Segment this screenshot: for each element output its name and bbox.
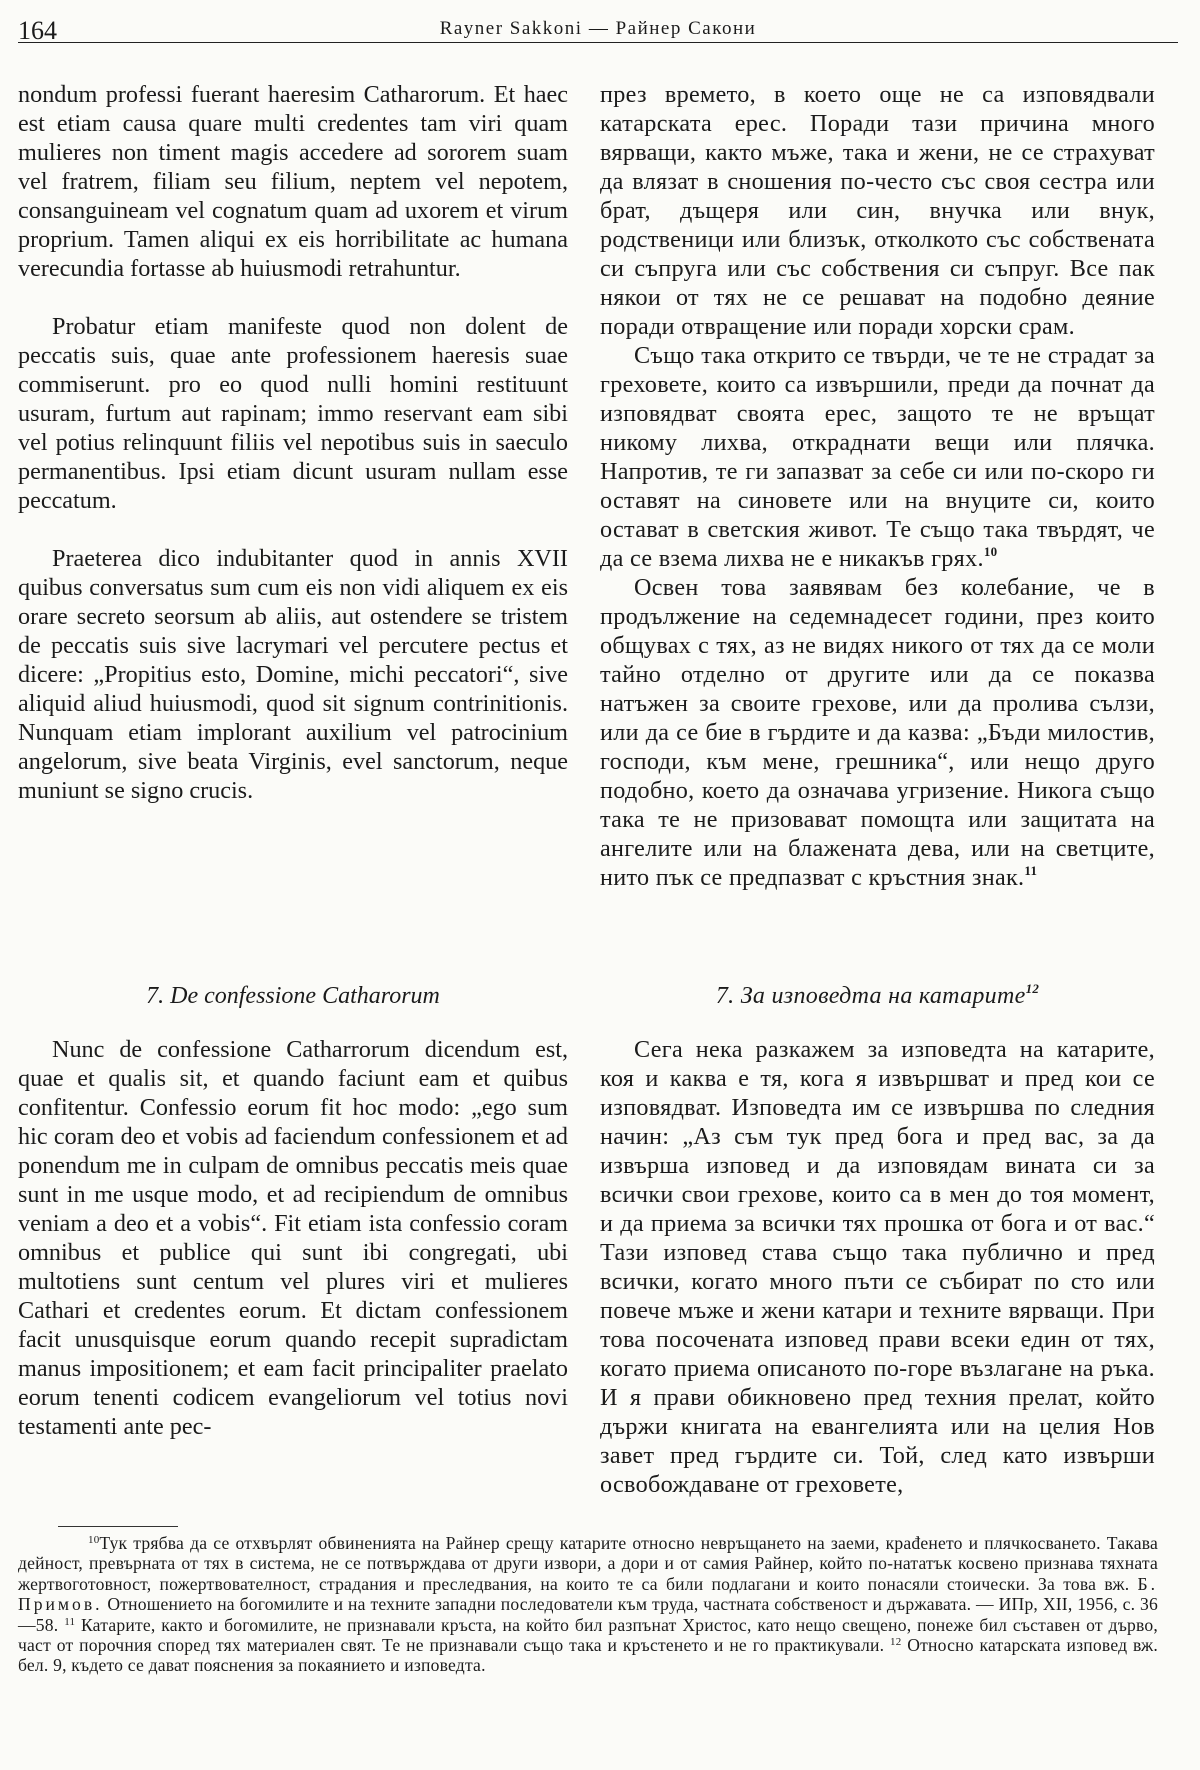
footnote-10-text-b: Отношението на богомилите и на техните западни последователи към труда, частната собственост и държавата. — ИПр, XII, 1956, с. 36—58. xyxy=(18,1594,1158,1635)
bulgarian-paragraph-1: през времето, в което още не са изповядвали катарската ерес. Поради тази причина много вярващи, както мъже, така и жени, не се страхуват да влязат в сношения по-често със своя сестра или брат, дъщеря или син, внучка или внук, родственици или близък, отколкото със собствената си съпруга или със собствения си съпруг. Все пак някои от тях не се решават на подобно деяние поради отвращение или поради хорски срам. xyxy=(600,81,1155,340)
footnote-ref-10[interactable]: 10 xyxy=(983,544,998,559)
latin-column-bottom xyxy=(18,982,568,1441)
footnote-ref-12[interactable]: 12 xyxy=(1025,981,1040,996)
footnote-12-mark: 12 xyxy=(890,1636,902,1649)
bulgarian-section-title xyxy=(600,982,1155,1011)
latin-paragraph-2: Probatur etiam manifeste quod non dolent de peccatis suis, quae ante professionem haeresis suae commiserunt. pro eo quod nulli homini restituunt usuram, furtum aut rapinam; immo reservant eam sibi vel potius relinquunt filiis vel nepotibus suis in saeculo permanentibus. Ipsi etiam dicunt usuram nullam esse peccatum. xyxy=(18,313,568,514)
latin-paragraph-4: Nunc de confessione Catharrorum dicendum est, quae et qualis sit, et quando faciunt eam et quibus confitentur. Confessio eorum fit hoc modo: „ego sum hic coram deo et vobis ad faciendum confessionem et ad ponendum me in culpam de omnibus peccatis meis quae sunt in me usque modo, et ad recipiendum de omnibus veniam a deo et a vobis“. Fit etiam ista confessio coram omnibus et publice qui sunt ibi congregati, ubi multotiens sunt centum vel plures viri et mulieres Cathari et credentes eorum. Et dictam confessionem facit unusquisque eorum quando recepit supradictam manus impositionem; et eam facit principaliter praelato eorum tenenti codicem evangeliorum vel totius novi testamenti ante pec- xyxy=(18,1036,568,1440)
latin-paragraph-1: nondum professi fuerant haeresim Catharorum. Et haec est etiam causa quare multi credentes tam viri quam mulieres non timent magis accedere ad sororem suam vel fratrem, filiam seu filium, neptem vel nepotem, consanguineam vel cognatum quam ad uxorem et virum proprium. Tamen aliqui ex eis horribilitate ac humana verecundia fortasse ab huiusmodi retrahuntur. xyxy=(18,81,568,282)
footnote-10-mark: 10 xyxy=(88,1534,100,1546)
bulgarian-column-bottom xyxy=(600,982,1155,1499)
footnotes-paragraph xyxy=(18,1533,1158,1676)
footnote-10-text-a: Тук трябва да се отхвърлят обвиненията на Райнер срещу катарите относно невръщането на заеми, крađенето и плячкосването. Такава дейност, превърната от тях в система, не се потвърждава от други извори, а дори и от самия Райнер, който по-нататък косвено признава тяхната жертвоготовност, пожертвователност, страдания и преследвания, на които те са били подлагани и които понасяли стоически. За това вж. xyxy=(18,1533,1158,1594)
bulgarian-paragraph-2-text: Също така открито се твърди, че те не страдат за греховете, които са извършили, преди да почнат да изповядват своята ерес, защото те не връщат никому лихва, откраднати вещи или плячка. Напротив, те ги запазват за себе си или по-скоро ги оставят на синовете или на внуците си, които остават в светския живот. Те също така твърдят, че да се взема лихва не е никакъв грях. xyxy=(600,342,1155,572)
bulgarian-paragraph-3 xyxy=(600,573,1155,892)
footnote-11-mark: 11 xyxy=(64,1615,76,1628)
bulgarian-paragraph-2 xyxy=(600,341,1155,573)
running-title: Rayner Sakkoni — Райнер Сакони xyxy=(439,18,757,39)
bulgarian-column-top xyxy=(600,80,1155,892)
latin-column-top xyxy=(18,80,568,805)
page-header xyxy=(18,8,1178,43)
bulgarian-paragraph-3-text: Освен това заявявам без колебание, че в продължение на седемнадесет години, през които общувах с тях, аз не видях никого от тях да се моли тайно отделно от другите или да се показва натъжен за своите грехове, или да пролива сълзи, или да се бие в гърдите и да казва: „Бъди милостив, господи, към мене, грешника“, или нещо друго подобно, което да означава угризение. Никога също така те не призовават помощта или защитата на ангелите или на блажената дева, или на светците, нито пък се предпазват с кръстния знак. xyxy=(600,574,1155,891)
footnote-11-text: Катарите, както и богомилите, не признавали кръста, на който бил разпънат Христос, като нещо свещено, понеже бил съставен от дърво, част от порочния според тях материален свят. Те не признавали също така и кръстенето и не го практикували. xyxy=(18,1614,1158,1656)
footnote-12-text: Относно катарската изповед вж. бел. 9, където се дават пояснения за покаянието и изповедта. xyxy=(18,1635,1158,1676)
bulgarian-section-title-text: 7. За изповедта на катарите xyxy=(715,983,1026,1009)
footnote-ref-11[interactable]: 11 xyxy=(1024,863,1038,878)
latin-paragraph-3: Praeterea dico indubitanter quod in annis XVII quibus conversatus sum cum eis non vidi aliquem ex eis orare secreto seorsum ab aliis, aut ostendere se tristem de peccatis suis sive lacrymari vel percutere pectus et dicere: „Propitius esto, Domine, michi peccatori“, sive aliquid aliud huiusmodi, quod sit signum contrinitionis. Nunquam etiam implorant auxilium vel patrocinium angelorum, sive beata Virginis, evel sanctorum, neque muniunt se signo crucis. xyxy=(18,545,568,804)
latin-section-title: 7. De confessione Catharorum xyxy=(146,983,440,1009)
footnote-divider xyxy=(58,1526,178,1527)
page-number: 164 xyxy=(18,16,57,45)
footnotes-block xyxy=(18,1533,1158,1676)
bulgarian-paragraph-4: Сега нека разкажем за изповедта на катарите, коя и каква е тя, кога я извършват и пред кои се изповядват. Изповедта им се извършва по следния начин: „Аз съм тук пред бога и пред вас, за да извърша изповед и да изповядам вината си за всички свои грехове, които са в мен до тоя момент, и да приема за всички тях прошка от бога и от вас.“ Тази изповед става също така публично и пред всички, когато много пъти се събират по сто или повече мъже и жени катари и техните вярващи. При това посочената изповед прави всеки един от тях, когато приема описаното по-горе възлагане на ръка. И я прави обикновено пред техния прелат, който държи книгата на евангелията или на целия Нов завет пред гърдите си. Той, след като извърши освобождаване от греховете, xyxy=(600,1036,1155,1498)
footnote-10-author: Б. Примов. xyxy=(18,1573,1158,1615)
